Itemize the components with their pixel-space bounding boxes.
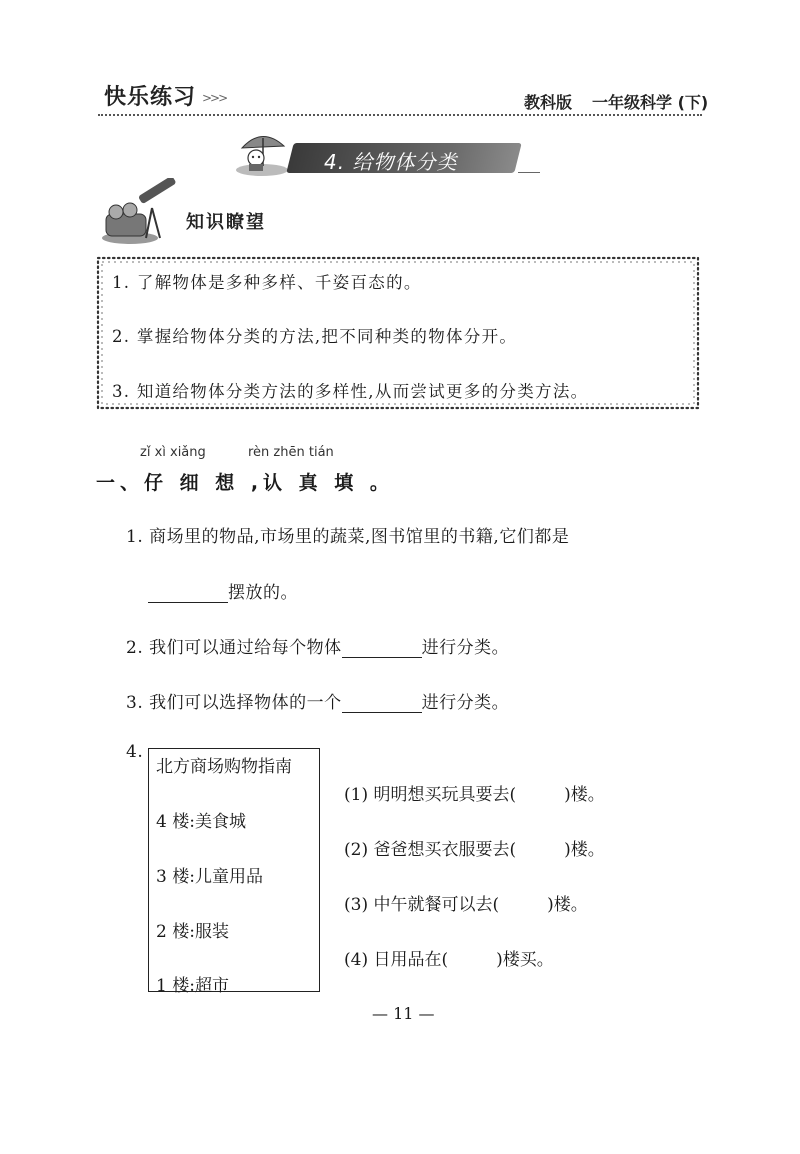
mall-guide-title: 北方商场购物指南 (156, 757, 292, 777)
edition-label: 教科版 (524, 93, 573, 112)
answer-blank[interactable] (342, 694, 422, 713)
floor-entry: 4 楼:美食城 (156, 812, 246, 832)
question-3-text: 3. 我们可以选择物体的一个 (126, 693, 342, 713)
cartoon-mascot-icon (232, 126, 292, 178)
subquestion-2-text: (2) 爸爸想买衣服要去( (344, 840, 517, 860)
knowledge-title: 知识瞭望 (186, 212, 266, 233)
question-1-text: 1. 商场里的物品,市场里的蔬菜,图书馆里的书籍,它们都是 (126, 527, 570, 547)
subquestion-1-text: (1) 明明想买玩具要去( (344, 785, 517, 805)
telescope-icon (100, 178, 186, 246)
objective-item: 2. 掌握给物体分类的方法,把不同种类的物体分开。 (112, 327, 518, 346)
book-brand: 快乐练习 (104, 85, 197, 110)
page-number: — 11 — (372, 1004, 435, 1023)
header-divider (98, 114, 702, 116)
chevron-right-icon: >>> (202, 91, 227, 105)
grade-label: 一年级科学 (下) (592, 93, 709, 112)
subquestion-4-suffix: )楼买。 (496, 950, 554, 970)
objective-item: 3. 知道给物体分类方法的多样性,从而尝试更多的分类方法。 (112, 382, 589, 401)
question-2-text: 2. 我们可以通过给每个物体 (126, 638, 342, 658)
floor-entry: 1 楼:超市 (156, 976, 229, 996)
objective-item: 1. 了解物体是多种多样、千姿百态的。 (112, 273, 422, 292)
question-4-number: 4. (126, 742, 144, 762)
subquestion-4-text: (4) 日用品在( (344, 950, 449, 970)
banner-underline (518, 172, 540, 173)
pinyin-annotation: zǐ xì xiǎng (140, 445, 206, 460)
lesson-title: 4. 给物体分类 (324, 150, 458, 174)
subquestion-3-suffix: )楼。 (547, 895, 588, 915)
floor-entry: 3 楼:儿童用品 (156, 867, 263, 887)
section-heading: 一、仔 细 想 ,认 真 填 。 (96, 472, 394, 494)
question-1-continuation: 摆放的。 (228, 583, 298, 603)
subquestion-3-text: (3) 中午就餐可以去( (344, 895, 500, 915)
question-2-suffix: 进行分类。 (421, 638, 510, 658)
answer-blank[interactable] (148, 584, 228, 603)
floor-entry: 2 楼:服装 (156, 922, 229, 942)
question-3-suffix: 进行分类。 (421, 693, 510, 713)
subquestion-2-suffix: )楼。 (564, 840, 605, 860)
answer-blank[interactable] (342, 639, 422, 658)
pinyin-annotation: rèn zhēn tián (248, 445, 334, 460)
subquestion-1-suffix: )楼。 (564, 785, 605, 805)
